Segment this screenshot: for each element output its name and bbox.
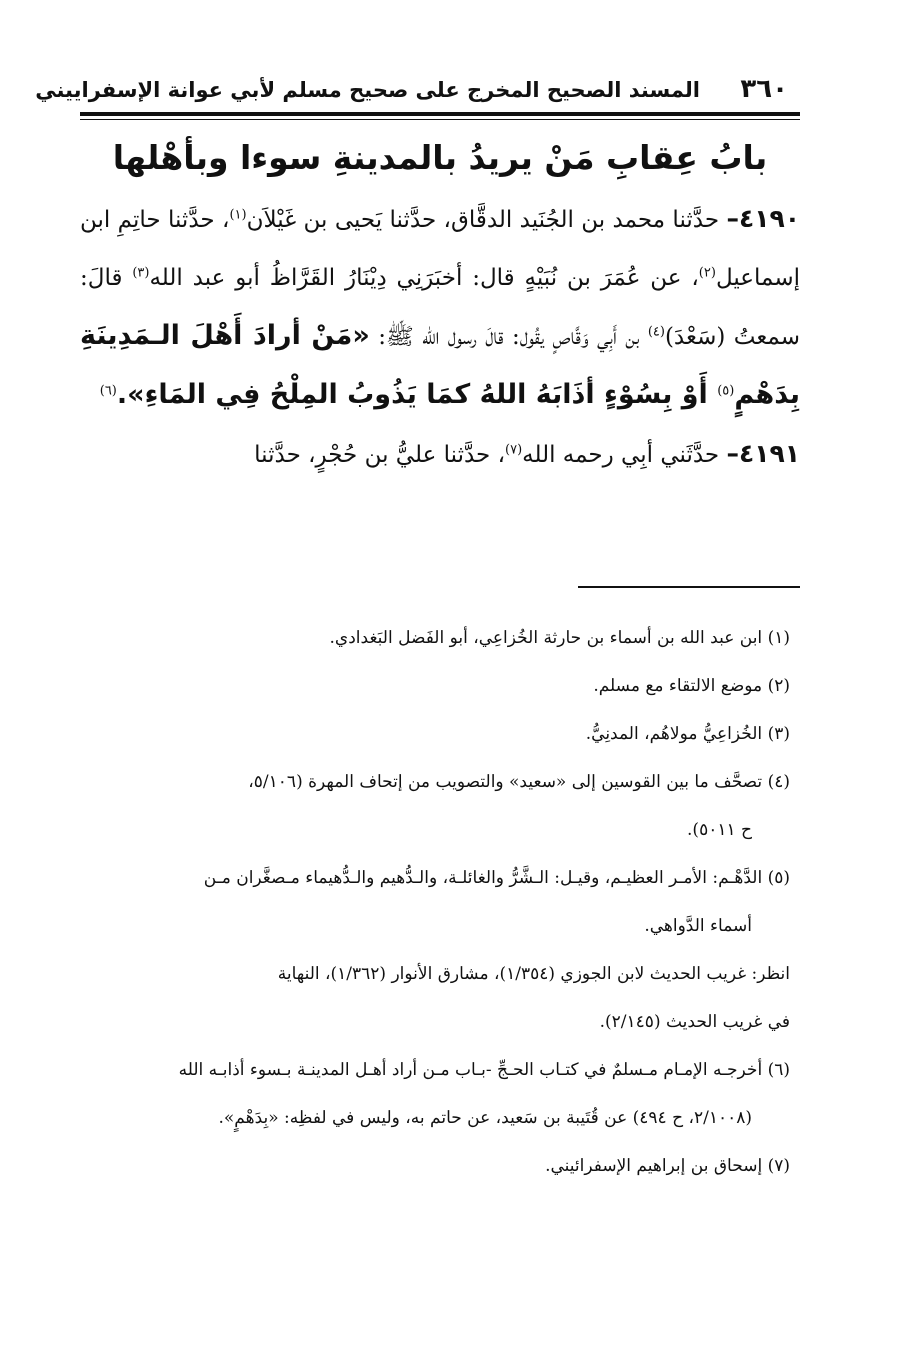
footnote-1	[80, 614, 790, 662]
main-text	[80, 190, 800, 484]
isnad-text: ، حدَّثنا عليُّ بن حُجْرٍ، حدَّثنا	[254, 442, 505, 468]
footnote-text: الدَّهْـم: الأمـر العظيـم، وقيـل: الـشَّرُّ والغائلـة، والـدُّهيم والـدُّهيماء مـصغَّران مـن	[203, 868, 763, 888]
header-rule-thick	[80, 112, 800, 116]
footnote-text: ابن عبد الله بن أسماء بن حارثة الخُزاعِي، أبو الفَضل البَغدادي.	[329, 628, 763, 648]
footnote-number: (٦)	[767, 1060, 790, 1080]
chapter-title: بابُ عِقابِ مَنْ يريدُ بالمدينةِ سوءا وبأهْلها	[112, 138, 768, 177]
hadith-number: ٤١٩٠–	[726, 204, 800, 233]
footnote-text: الخُزاعِيُّ مولاهُم، المدنِيُّ.	[585, 724, 763, 744]
footnote-5-reference	[80, 950, 790, 998]
footnote-number: (٣)	[767, 724, 790, 744]
footnote-5-continued: أسماء الدَّواهي.	[644, 916, 752, 936]
footnote-number: (٢)	[767, 676, 790, 696]
isnad-text: بن أَبِي وَقَّاصٍ يقُول: قالَ رسول الله ﷺ:	[378, 324, 648, 350]
footnote-4-continued: ح ٥٠١١).	[687, 820, 752, 840]
footnote-2	[80, 662, 790, 710]
isnad-text: حدَّثنا محمد بن الجُنَيد الدقَّاق، حدَّثنا يَحيى بن غَيْلاَن	[246, 207, 720, 233]
footnote-ref: (٧)	[505, 442, 523, 458]
footnote-number: (٤)	[767, 772, 790, 792]
footnote-ref: (٤)	[647, 324, 665, 340]
footnote-number: (٥)	[767, 868, 790, 888]
footnote-ref: (١)	[229, 207, 247, 223]
running-title: المسند الصحيح المخرج على صحيح مسلم لأبي عوانة الإسفراييني	[35, 78, 700, 102]
footnote-ref: (٣)	[132, 265, 150, 281]
isnad-text: حدَّثَني أبِي رحمه الله	[522, 442, 720, 468]
isnad-text: حدَّثنا حاتِمِ ابن إسماعيل	[80, 207, 800, 291]
footnote-text: انظر: غريب الحديث لابن الجوزي (١/٣٥٤)، مشارق الأنوار (١/٣٦٢)، النهاية	[277, 964, 790, 984]
footnote-separator	[578, 586, 800, 588]
punctuation: ،	[222, 207, 230, 233]
footnote-5	[80, 854, 790, 902]
matn-text: «مَنْ أرادَ أَهْلَ الـمَدِينَةِ بِدَهْمٍ	[80, 320, 800, 410]
footnote-3	[80, 710, 790, 758]
footnote-ref: (٥)	[717, 383, 735, 399]
footnote-6-continued: (٢/١٠٠٨، ح ٤٩٤) عن قُتَيبة بن سَعيد، عن حاتم به، وليس في لفظِه: «بِدَهْمٍ».	[218, 1108, 752, 1128]
page-header	[35, 70, 788, 110]
matn-text: أَوْ بِسُوْءٍ أذَابَهُ اللهُ كمَا يَذُوبُ المِلْحُ فِي المَاءِ».	[116, 379, 718, 410]
footnote-6	[80, 1046, 790, 1094]
footnote-text: إسحاق بن إبراهيم الإسفرائيني.	[545, 1156, 763, 1176]
hadith-4191	[80, 425, 800, 484]
footnote-4	[80, 758, 790, 806]
header-rule-thin	[80, 119, 800, 120]
footnote-number: (١)	[767, 628, 790, 648]
footnote-text: تصحَّف ما بين القوسين إلى «سعيد» والتصويب من إتحاف المهرة (٥/١٠٦،	[248, 772, 763, 792]
footnote-ref: (٦)	[99, 383, 117, 399]
isnad-text: عبد الله	[149, 265, 226, 291]
isnad-text: ، عن عُمَرَ بن نُبَيْهٍ قال: أخبَرَنِي دِيْنَارُ القَرَّاظُ أبو	[235, 265, 699, 291]
footnote-number: (٧)	[767, 1156, 790, 1176]
isnad-text: قالَ: سمعتُ (سَعْدَ)	[80, 265, 800, 350]
footnote-text: موضع الالتقاء مع مسلم.	[593, 676, 763, 696]
footnote-text: أخرجـه الإمـام مـسلمٌ في كتـاب الحـجِّ -بـاب مـن أراد أهـل المدينـة بـسوء أذابـه الله	[178, 1060, 763, 1080]
hadith-4190	[80, 190, 800, 425]
footnote-5-reference-continued: في غريب الحديث (٢/١٤٥).	[599, 1012, 790, 1032]
hadith-number: ٤١٩١–	[726, 439, 800, 468]
footnote-7	[80, 1142, 790, 1190]
footnote-ref: (٢)	[698, 265, 716, 281]
footnotes	[80, 614, 790, 1190]
page-number: ٣٦٠	[740, 74, 788, 104]
